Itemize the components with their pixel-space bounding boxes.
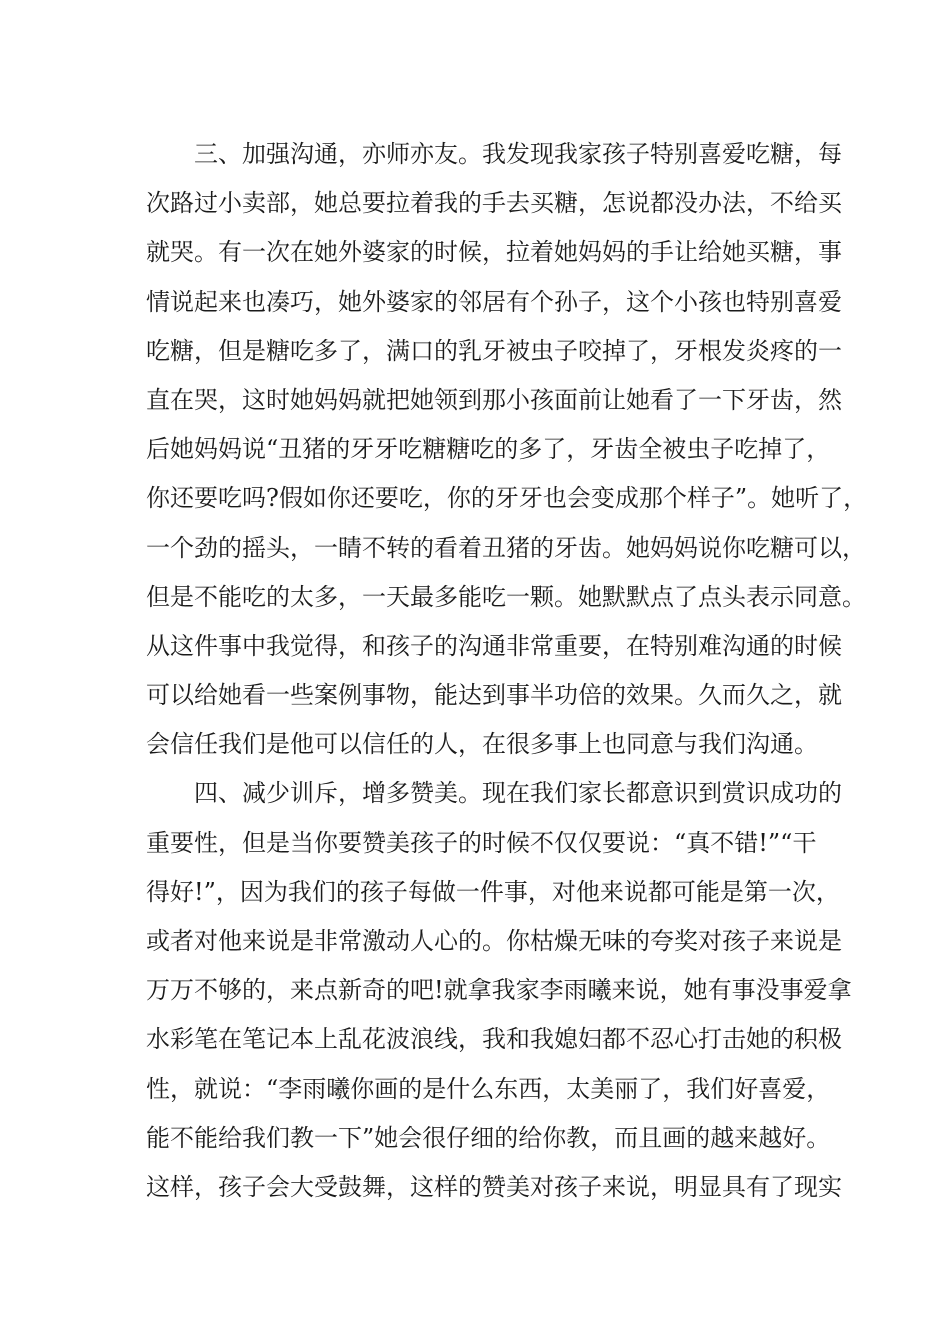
text-line: 可以给她看一些案例事物，能达到事半功倍的效果。久而久之，就	[146, 681, 842, 710]
paragraph-communication	[146, 133, 868, 772]
text-line: 你还要吃吗?假如你还要吃，你的牙牙也会变成那个样子”。她听了，	[146, 484, 868, 513]
paragraph-praise	[146, 772, 852, 1215]
text-line: 或者对他来说是非常激动人心的。你枯燥无味的夸奖对孩子来说是	[146, 927, 842, 955]
text-line: 万万不够的，来点新奇的吧!就拿我家李雨曦来说，她有事没事爱拿	[146, 976, 852, 1005]
text-line: 得好!”，因为我们的孩子每做一件事，对他来说都可能是第一次，	[146, 877, 840, 906]
text-line: 从这件事中我觉得，和孩子的沟通非常重要，在特别难沟通的时候	[146, 631, 842, 660]
text-line: 能不能给我们教一下”她会很仔细的给你教，而且画的越来越好。	[146, 1123, 831, 1152]
text-line: 性，就说：“李雨曦你画的是什么东西，太美丽了，我们好喜爱，	[146, 1074, 831, 1103]
text-line: 就哭。有一次在她外婆家的时候，拉着她妈妈的手让给她买糖，事	[146, 238, 842, 267]
text-line: 吃糖，但是糖吃多了，满口的乳牙被虫子咬掉了，牙根发炎疼的一	[146, 336, 842, 365]
text-line: 一个劲的摇头，一睛不转的看着丑猪的牙齿。她妈妈说你吃糖可以，	[146, 533, 866, 562]
text-line: 后她妈妈说“丑猪的牙牙吃糖糖吃的多了，牙齿全被虫子吃掉了，	[146, 435, 831, 464]
body-text	[146, 133, 868, 1215]
text-line: 直在哭，这时她妈妈就把她领到那小孩面前让她看了一下牙齿，然	[146, 385, 842, 414]
text-line: 情说起来也凑巧，她外婆家的邻居有个孙子，这个小孩也特别喜爱	[146, 287, 842, 316]
text-line: 但是不能吃的太多，一天最多能吃一颗。她默默点了点头表示同意。	[146, 582, 866, 611]
text-line: 重要性，但是当你要赞美孩子的时候不仅仅要说：“真不错!”“干	[146, 828, 817, 857]
text-line: 四、减少训斥，增多赞美。现在我们家长都意识到赏识成功的	[194, 779, 842, 808]
text-line: 次路过小卖部，她总要拉着我的手去买糖，怎说都没办法，不给买	[146, 189, 842, 218]
text-line: 水彩笔在笔记本上乱花波浪线，我和我媳妇都不忍心打击她的积极	[146, 1025, 842, 1054]
text-line: 这样，孩子会大受鼓舞，这样的赞美对孩子来说，明显具有了现实	[146, 1172, 842, 1201]
text-line: 三、加强沟通，亦师亦友。我发现我家孩子特别喜爱吃糖，每	[194, 140, 842, 168]
text-line: 会信任我们是他可以信任的人，在很多事上也同意与我们沟通。	[146, 730, 818, 759]
